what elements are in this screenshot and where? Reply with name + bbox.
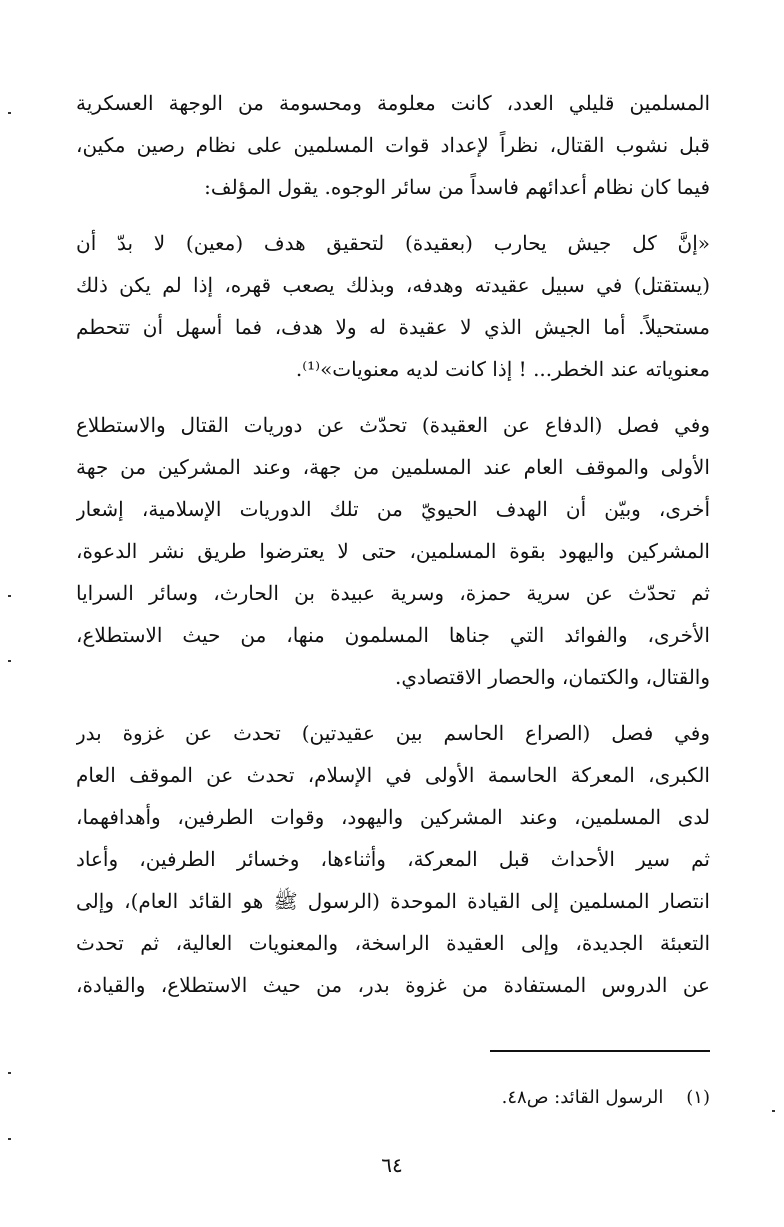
text-line: المسلمين قليلي العدد، كانت معلومة ومحسومة من الوجهة العسكرية — [76, 91, 710, 115]
footnote-marker: (١) — [686, 1087, 710, 1108]
scan-margin-mark — [772, 1110, 775, 1112]
paragraph-3 — [76, 404, 710, 698]
text-line: الكبرى، المعركة الحاسمة الأولى في الإسلام، تحدث عن الموقف العام — [76, 763, 710, 787]
text-line: انتصار المسلمين إلى القيادة الموحدة (الرسول ﷺ هو القائد العام)، وإلى — [76, 889, 710, 913]
scan-margin-mark — [8, 1072, 11, 1074]
text-line: مستحيلاً. أما الجيش الذي لا عقيدة له ولا هدف، فما أسهل أن تتحطم — [76, 315, 710, 339]
text-line: معنوياته عند الخطر... ! إذا كانت لديه معنويات»⁽¹⁾. — [295, 357, 710, 381]
text-line: «إنَّ كل جيش يحارب (بعقيدة) لتحقيق هدف (معين) لا بدّ أن — [76, 231, 710, 255]
scan-margin-mark — [8, 112, 11, 114]
text-line: أخرى، وبيّن أن الهدف الحيويّ من تلك الدوريات الإسلامية، إشعار — [76, 497, 710, 521]
paragraph-1 — [76, 82, 710, 208]
text-line: قبل نشوب القتال، نظراً لإعداد قوات المسلمين على نظام رصين مكين، — [76, 133, 710, 157]
text-line: لدى المسلمين، وعند المشركين واليهود، وقوات الطرفين، وأهدافهما، — [76, 805, 710, 829]
footnote-text: الرسول القائد: ص٤٨. — [501, 1087, 664, 1108]
footnote-divider — [490, 1050, 710, 1052]
text-line: الأخرى، والفوائد التي جناها المسلمون منها، من حيث الاستطلاع، — [76, 623, 710, 647]
text-line: والقتال، والكتمان، والحصار الاقتصادي. — [394, 665, 710, 689]
text-line: عن الدروس المستفادة من غزوة بدر، من حيث الاستطلاع، والقيادة، — [76, 973, 710, 997]
footnote — [300, 1083, 710, 1113]
text-line: المشركين واليهود بقوة المسلمين، حتى لا يعترضوا طريق نشر الدعوة، — [76, 539, 710, 563]
paragraph-4 — [76, 712, 710, 1006]
text-line: وفي فصل (الدفاع عن العقيدة) تحدّث عن دوريات القتال والاستطلاع — [76, 413, 710, 437]
quote-paragraph — [76, 222, 710, 390]
text-line: (يستقتل) في سبيل عقيدته وهدفه، وبذلك يصعب قهره، إذا لم يكن ذلك — [76, 273, 710, 297]
text-line: ثم سير الأحداث قبل المعركة، وأثناءها، وخسائر الطرفين، وأعاد — [76, 847, 710, 871]
text-line: وفي فصل (الصراع الحاسم بين عقيدتين) تحدث عن غزوة بدر — [76, 721, 710, 745]
text-line: ثم تحدّث عن سرية حمزة، وسرية عبيدة بن الحارث، وسائر السرايا — [76, 581, 710, 605]
scan-margin-mark — [8, 1138, 11, 1140]
page-number: ٦٤ — [381, 1153, 403, 1177]
text-line: التعبئة الجديدة، وإلى العقيدة الراسخة، والمعنويات العالية، ثم تحدث — [76, 931, 710, 955]
text-line: فيما كان نظام أعدائهم فاسداً من سائر الوجوه. يقول المؤلف: — [204, 175, 710, 199]
scan-margin-mark — [8, 660, 11, 662]
text-line: الأولى والموقف العام عند المسلمين من جهة، وعند المشركين من جهة — [76, 455, 710, 479]
scan-margin-mark — [8, 595, 11, 597]
